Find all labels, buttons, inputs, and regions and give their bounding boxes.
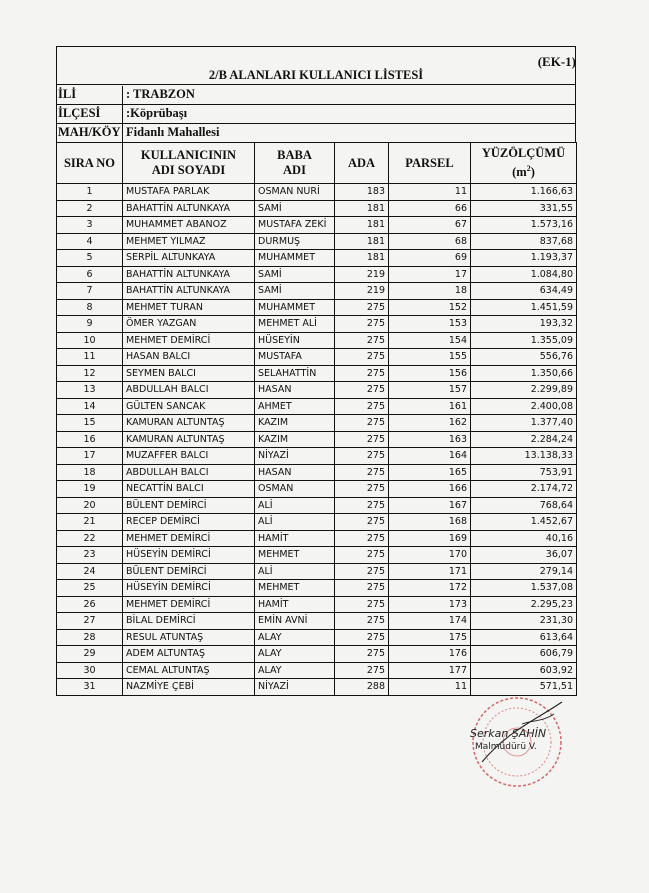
user-name: KAMURAN ALTUNTAŞ xyxy=(123,415,255,432)
area-value: 2.400,08 xyxy=(471,398,577,415)
table-header-row xyxy=(57,143,577,184)
user-name: BAHATTİN ALTUNKAYA xyxy=(123,266,255,283)
block-number: 275 xyxy=(335,415,389,432)
parcel-number: 163 xyxy=(389,431,471,448)
user-name: ABDULLAH BALCI xyxy=(123,464,255,481)
left-border xyxy=(56,46,57,142)
table-row xyxy=(57,299,577,316)
table-row xyxy=(57,349,577,366)
father-name: MEHMET xyxy=(255,580,335,597)
district-value: :Köprübaşı xyxy=(126,106,188,120)
user-name: SEYMEN BALCI xyxy=(123,365,255,382)
father-name: OSMAN NURİ xyxy=(255,184,335,201)
area-value: 1.537,08 xyxy=(471,580,577,597)
row-number: 17 xyxy=(57,448,123,465)
user-name: BÜLENT DEMİRCİ xyxy=(123,563,255,580)
area-value: 634,49 xyxy=(471,283,577,300)
user-name: MEHMET DEMİRCİ xyxy=(123,332,255,349)
table-row xyxy=(57,448,577,465)
village-row xyxy=(56,124,576,142)
father-name: ALİ xyxy=(255,497,335,514)
parcel-number: 172 xyxy=(389,580,471,597)
father-name: MEHMET ALİ xyxy=(255,316,335,333)
father-name: HASAN xyxy=(255,464,335,481)
table-row xyxy=(57,398,577,415)
parcel-number: 18 xyxy=(389,283,471,300)
row-number: 15 xyxy=(57,415,123,432)
row-number: 19 xyxy=(57,481,123,498)
annex-label: (EK-1) xyxy=(537,54,576,69)
district-row xyxy=(56,105,576,123)
area-value: 331,55 xyxy=(471,200,577,217)
block-number: 275 xyxy=(335,464,389,481)
block-number: 275 xyxy=(335,382,389,399)
header-block: ADA xyxy=(335,143,389,184)
area-value: 1.350,66 xyxy=(471,365,577,382)
block-number: 275 xyxy=(335,481,389,498)
user-name: HASAN BALCI xyxy=(123,349,255,366)
user-name: ÖMER YAZGAN xyxy=(123,316,255,333)
table-row xyxy=(57,316,577,333)
area-value: 2.295,23 xyxy=(471,596,577,613)
user-name: GÜLTEN SANCAK xyxy=(123,398,255,415)
block-number: 275 xyxy=(335,349,389,366)
row-number: 13 xyxy=(57,382,123,399)
block-number: 183 xyxy=(335,184,389,201)
area-value: 753,91 xyxy=(471,464,577,481)
province-value: : TRABZON xyxy=(126,87,195,101)
user-name: MEHMET DEMİRCİ xyxy=(123,530,255,547)
area-value: 571,51 xyxy=(471,679,577,696)
table-row xyxy=(57,563,577,580)
user-name: BAHATTİN ALTUNKAYA xyxy=(123,200,255,217)
block-number: 275 xyxy=(335,299,389,316)
table-row xyxy=(57,266,577,283)
block-number: 275 xyxy=(335,563,389,580)
parcel-number: 161 xyxy=(389,398,471,415)
block-number: 181 xyxy=(335,217,389,234)
row-number: 1 xyxy=(57,184,123,201)
block-number: 275 xyxy=(335,596,389,613)
block-number: 288 xyxy=(335,679,389,696)
parcel-number: 152 xyxy=(389,299,471,316)
parcel-number: 66 xyxy=(389,200,471,217)
area-value: 193,32 xyxy=(471,316,577,333)
row-number: 18 xyxy=(57,464,123,481)
area-value: 1.451,59 xyxy=(471,299,577,316)
block-number: 275 xyxy=(335,448,389,465)
area-value: 768,64 xyxy=(471,497,577,514)
table-row xyxy=(57,629,577,646)
row-number: 5 xyxy=(57,250,123,267)
table-row xyxy=(57,580,577,597)
parcel-number: 167 xyxy=(389,497,471,514)
father-name: EMİN AVNİ xyxy=(255,613,335,630)
table-row xyxy=(57,596,577,613)
block-number: 219 xyxy=(335,266,389,283)
area-value: 1.084,80 xyxy=(471,266,577,283)
table-row xyxy=(57,365,577,382)
parcel-number: 68 xyxy=(389,233,471,250)
row-number: 24 xyxy=(57,563,123,580)
table-row xyxy=(57,431,577,448)
row-number: 10 xyxy=(57,332,123,349)
right-border xyxy=(575,46,576,142)
father-name: HAMİT xyxy=(255,596,335,613)
father-name: KAZIM xyxy=(255,415,335,432)
block-number: 275 xyxy=(335,629,389,646)
father-name: ALİ xyxy=(255,563,335,580)
table-row xyxy=(57,184,577,201)
father-name: NİYAZİ xyxy=(255,448,335,465)
row-number: 16 xyxy=(57,431,123,448)
parcel-number: 171 xyxy=(389,563,471,580)
parcel-number: 11 xyxy=(389,184,471,201)
father-name: DURMUŞ xyxy=(255,233,335,250)
block-number: 275 xyxy=(335,497,389,514)
father-name: HAMİT xyxy=(255,530,335,547)
father-name: SAMİ xyxy=(255,266,335,283)
parcel-number: 166 xyxy=(389,481,471,498)
user-name: RECEP DEMİRCİ xyxy=(123,514,255,531)
user-name: ABDULLAH BALCI xyxy=(123,382,255,399)
father-name: ALİ xyxy=(255,514,335,531)
parcel-number: 17 xyxy=(389,266,471,283)
table-row xyxy=(57,481,577,498)
father-name: SAMİ xyxy=(255,200,335,217)
block-number: 275 xyxy=(335,646,389,663)
parcel-number: 173 xyxy=(389,596,471,613)
father-name: AHMET xyxy=(255,398,335,415)
header-area: YÜZÖLÇÜMÜ $(m^2)$ xyxy=(471,143,577,184)
header-father: BABA ADI xyxy=(255,143,335,184)
user-name: NECATTİN BALCI xyxy=(123,481,255,498)
block-number: 275 xyxy=(335,547,389,564)
table-row xyxy=(57,646,577,663)
row-number: 29 xyxy=(57,646,123,663)
father-name: MUHAMMET xyxy=(255,299,335,316)
top-border xyxy=(56,46,576,47)
row-number: 22 xyxy=(57,530,123,547)
user-name: SERPİL ALTUNKAYA xyxy=(123,250,255,267)
parcel-number: 177 xyxy=(389,662,471,679)
user-name: BÜLENT DEMİRCİ xyxy=(123,497,255,514)
area-value: 837,68 xyxy=(471,233,577,250)
area-value: 13.138,33 xyxy=(471,448,577,465)
user-name: KAMURAN ALTUNTAŞ xyxy=(123,431,255,448)
father-name: MUSTAFA xyxy=(255,349,335,366)
area-value: 1.193,37 xyxy=(471,250,577,267)
table-row xyxy=(57,233,577,250)
row-number: 11 xyxy=(57,349,123,366)
father-name: ALAY xyxy=(255,646,335,663)
parcel-number: 69 xyxy=(389,250,471,267)
parcel-number: 170 xyxy=(389,547,471,564)
row-number: 31 xyxy=(57,679,123,696)
header-no: SIRA NO xyxy=(57,143,123,184)
user-name: MUSTAFA PARLAK xyxy=(123,184,255,201)
document-sheet xyxy=(56,46,576,693)
area-value: 2.299,89 xyxy=(471,382,577,399)
area-value: 603,92 xyxy=(471,662,577,679)
parcel-number: 67 xyxy=(389,217,471,234)
table-row xyxy=(57,415,577,432)
father-name: MUSTAFA ZEKİ xyxy=(255,217,335,234)
row-number: 28 xyxy=(57,629,123,646)
area-value: 613,64 xyxy=(471,629,577,646)
user-name: NAZMİYE ÇEBİ xyxy=(123,679,255,696)
parcel-number: 162 xyxy=(389,415,471,432)
father-name: SAMİ xyxy=(255,283,335,300)
table-row xyxy=(57,200,577,217)
user-name: BAHATTİN ALTUNKAYA xyxy=(123,283,255,300)
father-name: KAZIM xyxy=(255,431,335,448)
parcel-number: 153 xyxy=(389,316,471,333)
header-parcel: PARSEL xyxy=(389,143,471,184)
document-title: 2/B ALANLARI KULLANICI LİSTESİ xyxy=(208,68,424,82)
father-name: OSMAN xyxy=(255,481,335,498)
table-row xyxy=(57,332,577,349)
row-number: 7 xyxy=(57,283,123,300)
province-row xyxy=(56,86,576,104)
parcel-number: 174 xyxy=(389,613,471,630)
user-name: MEHMET DEMİRCİ xyxy=(123,596,255,613)
user-name: ADEM ALTUNTAŞ xyxy=(123,646,255,663)
signature-role: Malmüdürü V. xyxy=(475,742,537,752)
row-number: 30 xyxy=(57,662,123,679)
title-divider xyxy=(56,84,576,85)
user-list-table xyxy=(56,142,577,696)
row-number: 3 xyxy=(57,217,123,234)
village-label: MAH/KÖY xyxy=(58,125,121,139)
user-name: RESUL ATUNTAŞ xyxy=(123,629,255,646)
row-number: 25 xyxy=(57,580,123,597)
block-number: 181 xyxy=(335,233,389,250)
area-value: 606,79 xyxy=(471,646,577,663)
block-number: 275 xyxy=(335,398,389,415)
block-number: 181 xyxy=(335,200,389,217)
parcel-number: 154 xyxy=(389,332,471,349)
row-number: 6 xyxy=(57,266,123,283)
parcel-number: 169 xyxy=(389,530,471,547)
user-name: MEHMET TURAN xyxy=(123,299,255,316)
parcel-number: 155 xyxy=(389,349,471,366)
table-row xyxy=(57,217,577,234)
user-name: HÜSEYİN DEMİRCİ xyxy=(123,580,255,597)
row-number: 12 xyxy=(57,365,123,382)
district-label: İLÇESİ xyxy=(58,106,101,120)
block-number: 275 xyxy=(335,613,389,630)
parcel-number: 168 xyxy=(389,514,471,531)
row-number: 8 xyxy=(57,299,123,316)
info-divider xyxy=(122,86,123,142)
parcel-number: 156 xyxy=(389,365,471,382)
province-label: İLİ xyxy=(58,87,77,101)
user-name: CEMAL ALTUNTAŞ xyxy=(123,662,255,679)
area-value: 556,76 xyxy=(471,349,577,366)
user-name: MUZAFFER BALCI xyxy=(123,448,255,465)
area-value: 1.377,40 xyxy=(471,415,577,432)
father-name: SELAHATTİN xyxy=(255,365,335,382)
block-number: 275 xyxy=(335,431,389,448)
signature-name: Serkan ŞAHİN xyxy=(470,727,547,740)
row-number: 21 xyxy=(57,514,123,531)
user-name: BİLAL DEMİRCİ xyxy=(123,613,255,630)
block-number: 219 xyxy=(335,283,389,300)
table-row xyxy=(57,283,577,300)
row-number: 23 xyxy=(57,547,123,564)
father-name: MUHAMMET xyxy=(255,250,335,267)
area-value: 279,14 xyxy=(471,563,577,580)
area-value: 2.174,72 xyxy=(471,481,577,498)
table-row xyxy=(57,514,577,531)
table-row xyxy=(57,250,577,267)
block-number: 275 xyxy=(335,316,389,333)
row-number: 14 xyxy=(57,398,123,415)
area-value: 231,30 xyxy=(471,613,577,630)
area-value: 1.452,67 xyxy=(471,514,577,531)
father-name: HASAN xyxy=(255,382,335,399)
row-number: 2 xyxy=(57,200,123,217)
row-number: 27 xyxy=(57,613,123,630)
user-name: MEHMET YILMAZ xyxy=(123,233,255,250)
block-number: 181 xyxy=(335,250,389,267)
row-number: 9 xyxy=(57,316,123,333)
father-name: ALAY xyxy=(255,629,335,646)
table-row xyxy=(57,382,577,399)
block-number: 275 xyxy=(335,530,389,547)
father-name: MEHMET xyxy=(255,547,335,564)
block-number: 275 xyxy=(335,332,389,349)
table-row xyxy=(57,464,577,481)
parcel-number: 165 xyxy=(389,464,471,481)
table-row xyxy=(57,662,577,679)
parcel-number: 175 xyxy=(389,629,471,646)
father-name: HÜSEYİN xyxy=(255,332,335,349)
area-value: 1.166,63 xyxy=(471,184,577,201)
area-value: 1.573,16 xyxy=(471,217,577,234)
user-name: MUHAMMET ABANOZ xyxy=(123,217,255,234)
row-number: 20 xyxy=(57,497,123,514)
table-row xyxy=(57,547,577,564)
block-number: 275 xyxy=(335,580,389,597)
block-number: 275 xyxy=(335,514,389,531)
parcel-number: 176 xyxy=(389,646,471,663)
block-number: 275 xyxy=(335,662,389,679)
row-number: 26 xyxy=(57,596,123,613)
user-name: HÜSEYİN DEMİRCİ xyxy=(123,547,255,564)
table-row xyxy=(57,497,577,514)
area-value: 36,07 xyxy=(471,547,577,564)
parcel-number: 11 xyxy=(389,679,471,696)
table-row xyxy=(57,530,577,547)
table-row xyxy=(57,613,577,630)
village-value: Fidanlı Mahallesi xyxy=(126,125,220,139)
area-value: 2.284,24 xyxy=(471,431,577,448)
parcel-number: 157 xyxy=(389,382,471,399)
row-number: 4 xyxy=(57,233,123,250)
area-value: 1.355,09 xyxy=(471,332,577,349)
father-name: NİYAZİ xyxy=(255,679,335,696)
block-number: 275 xyxy=(335,365,389,382)
father-name: ALAY xyxy=(255,662,335,679)
header-name: KULLANICININ ADI SOYADI xyxy=(123,143,255,184)
parcel-number: 164 xyxy=(389,448,471,465)
area-value: 40,16 xyxy=(471,530,577,547)
